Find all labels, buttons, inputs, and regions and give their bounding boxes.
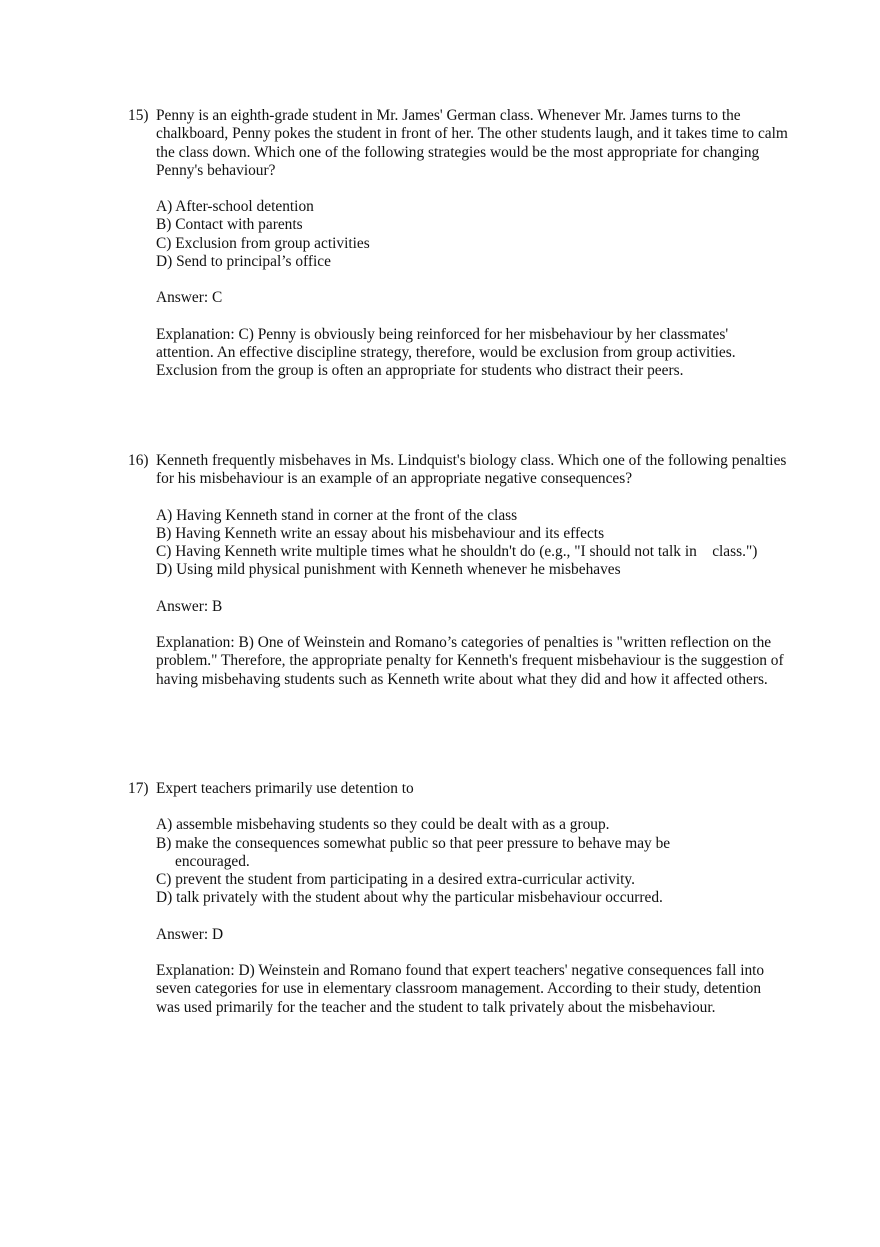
option-list: [128, 816, 716, 907]
question-text: Penny is an eighth-grade student in Mr. James' German class. Whenever Mr. James turns to the chalkboard, Penny pokes the student in front of her. The other students laugh, and it takes time to calm the class down. Which one of the following strategies would be the most appropriate for changing Penny's behaviour?: [156, 107, 788, 179]
option-a: A) Having Kenneth stand in corner at the front of the class: [156, 506, 518, 524]
option-b: B) Contact with parents: [156, 216, 303, 234]
question-stem: [128, 780, 788, 798]
option-a: A) After-school detention: [156, 198, 314, 216]
explanation-text: Explanation: B) One of Weinstein and Romano’s categories of penalties is "written reflection on the problem." Therefore, the appropriate penalty for Kenneth's frequent misbehaviour is the suggestion of having misbehaving students such as Kenneth write about what they did and how it affected others.: [156, 634, 784, 688]
option-c: C) Having Kenneth write multiple times what he shouldn't do (e.g., "I should not talk in class."): [156, 543, 758, 561]
explanation-text: Explanation: C) Penny is obviously being reinforced for her misbehaviour by her classmates' attention. An effective discipline strategy, therefore, would be exclusion from group activities. Exclusion from the group is often an appropriate for students who distract their peers.: [156, 325, 736, 380]
answer-line: Answer: D: [156, 925, 224, 943]
question-number: 16): [128, 452, 149, 469]
option-a: A) assemble misbehaving students so they could be dealt with as a group.: [156, 816, 610, 834]
question-15: [128, 107, 788, 381]
option-d: D) Send to principal’s office: [156, 253, 331, 271]
question-16: [128, 452, 788, 689]
option-b: B) make the consequences somewhat public so that peer pressure to behave may be encouraged.: [156, 834, 671, 870]
option-d: D) Using mild physical punishment with Kenneth whenever he misbehaves: [156, 561, 621, 579]
question-number: 17): [128, 780, 149, 797]
question-17: [128, 780, 788, 1017]
explanation-text: Explanation: D) Weinstein and Romano found that expert teachers' negative consequences fall into seven categories for use in elementary classroom management. According to their study, detention was used primarily for the teacher and the student to talk privately about the misbehaviour.: [156, 962, 765, 1016]
question-text: Kenneth frequently misbehaves in Ms. Lindquist's biology class. Which one of the following penalties for his misbehaviour is an example of an appropriate negative consequences?: [156, 452, 787, 488]
question-number: 15): [128, 107, 149, 124]
question-text: Expert teachers primarily use detention to: [156, 780, 414, 797]
answer-line: Answer: B: [156, 597, 223, 615]
question-stem: [128, 452, 788, 489]
option-c: C) prevent the student from participating in a desired extra-curricular activity.: [156, 871, 635, 889]
question-stem: [128, 107, 788, 180]
option-c: C) Exclusion from group activities: [156, 234, 370, 252]
answer-line: Answer: C: [156, 289, 223, 307]
option-b: B) Having Kenneth write an essay about his misbehaviour and its effects: [156, 524, 605, 542]
option-list: [128, 198, 788, 271]
option-list: [128, 507, 788, 580]
option-d: D) talk privately with the student about why the particular misbehaviour occurred.: [156, 889, 663, 907]
